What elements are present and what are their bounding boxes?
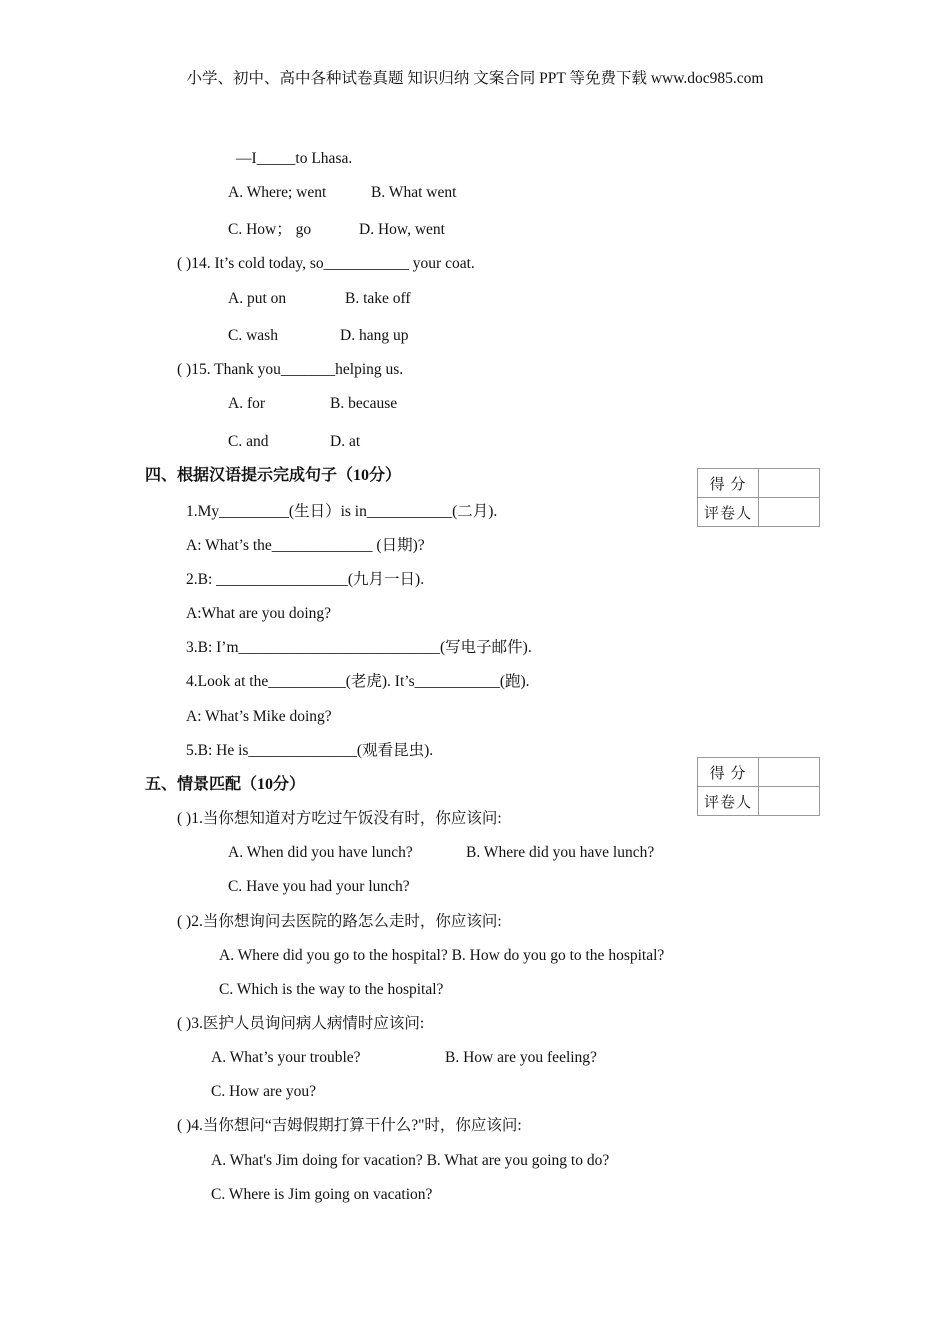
s4-item-3: 3.B: I’m__________________________(写电子邮件). <box>186 639 532 656</box>
q13-option-b: B. What went <box>371 184 457 201</box>
q13-answer-line: —I_____to Lhasa. <box>236 150 353 167</box>
score-value-cell <box>759 469 820 498</box>
score-label: 得 分 <box>698 758 759 787</box>
s5-q4-option-c: C. Where is Jim going on vacation? <box>211 1186 433 1203</box>
q14-option-b: B. take off <box>345 290 411 307</box>
grader-value-cell <box>759 498 820 527</box>
grader-label: 评卷人 <box>698 787 759 816</box>
q14-option-d: D. hang up <box>340 327 409 344</box>
section-4-title: 四、根据汉语提示完成句子（10分） <box>145 467 402 484</box>
q15-option-b: B. because <box>330 395 398 412</box>
section-5-title: 五、情景匹配（10分） <box>145 776 306 793</box>
s5-q1-option-c: C. Have you had your lunch? <box>228 878 410 895</box>
score-box-section-5 <box>697 757 820 816</box>
s5-q1-text: ( )1.当你想知道对方吃过午饭没有时，你应该问: <box>177 810 502 827</box>
q15-option-d: D. at <box>330 433 361 450</box>
q14-option-c: C. wash <box>228 327 278 344</box>
page-header: 小学、初中、高中各种试卷真题 知识归纳 文案合同 PPT 等免费下载 www.doc985.com <box>186 70 764 87</box>
q15-text: ( )15. Thank you_______helping us. <box>177 361 404 378</box>
s5-q2-option-c: C. Which is the way to the hospital? <box>219 981 444 998</box>
q15-option-a: A. for <box>228 395 266 412</box>
s4-item-a1: A: What’s the_____________ (日期)? <box>186 537 425 554</box>
s4-item-a4: A: What’s Mike doing? <box>186 708 332 725</box>
q13-option-d: D. How, went <box>359 221 445 238</box>
s5-q1-option-b: B. Where did you have lunch? <box>466 844 655 861</box>
s4-item-1: 1.My_________(生日）is in___________(二月). <box>186 503 498 520</box>
s4-item-5: 5.B: He is______________(观看昆虫). <box>186 742 434 759</box>
s5-q1-option-a: A. When did you have lunch? <box>228 844 413 861</box>
s5-q3-option-c: C. How are you? <box>211 1083 317 1100</box>
s5-q3-text: ( )3.医护人员询问病人病情时应该问: <box>177 1015 425 1032</box>
s4-item-a2: A:What are you doing? <box>186 605 332 622</box>
s5-q2-text: ( )2.当你想询问去医院的路怎么走时，你应该问: <box>177 913 502 930</box>
s5-q4-text: ( )4.当你想问“吉姆假期打算干什么?"时，你应该问: <box>177 1117 522 1134</box>
score-box-section-4 <box>697 468 820 527</box>
s5-q4-options-ab: A. What's Jim doing for vacation? B. What are you going to do? <box>211 1152 610 1169</box>
q15-option-c: C. and <box>228 433 269 450</box>
q14-option-a: A. put on <box>228 290 287 307</box>
s5-q2-options-ab: A. Where did you go to the hospital? B. How do you go to the hospital? <box>219 947 665 964</box>
grader-value-cell <box>759 787 820 816</box>
s4-item-4: 4.Look at the__________(老虎). It’s___________(跑). <box>186 673 530 690</box>
q13-option-a: A. Where; went <box>228 184 327 201</box>
score-value-cell <box>759 758 820 787</box>
q14-text: ( )14. It’s cold today, so___________ your coat. <box>177 255 475 272</box>
s5-q3-option-b: B. How are you feeling? <box>445 1049 597 1066</box>
s5-q3-option-a: A. What’s your trouble? <box>211 1049 361 1066</box>
s4-item-2: 2.B: _________________(九月一日). <box>186 571 425 588</box>
q13-option-c: C. How； go <box>228 221 312 238</box>
grader-label: 评卷人 <box>698 498 759 527</box>
score-label: 得 分 <box>698 469 759 498</box>
